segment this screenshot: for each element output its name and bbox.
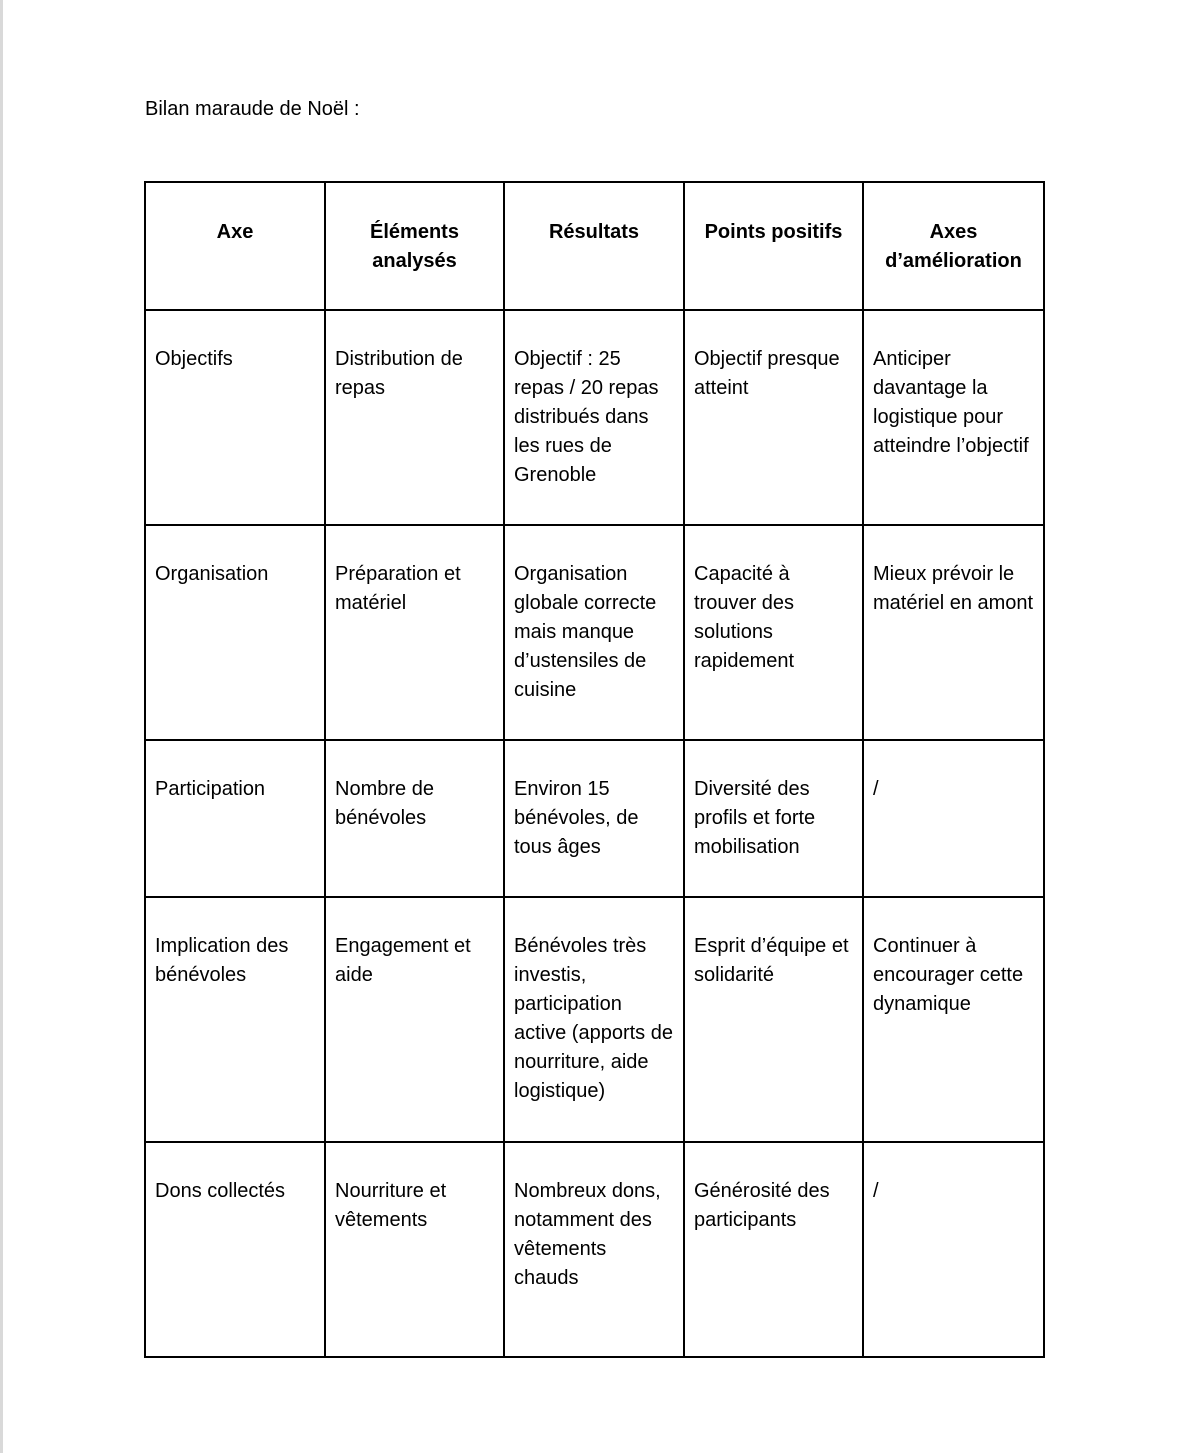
table-header-row: [145, 182, 1044, 310]
cell-elements: Nourriture et vêtements: [325, 1142, 504, 1357]
cell-elements: Préparation et matériel: [325, 525, 504, 740]
cell-points-positifs: Diversité des profils et forte mobilisation: [684, 740, 863, 897]
cell-axes-amelioration: /: [863, 740, 1044, 897]
cell-resultats: Bénévoles très investis, participation active (apports de nourriture, aide logistique): [504, 897, 684, 1142]
cell-points-positifs: Esprit d’équipe et solidarité: [684, 897, 863, 1142]
page-left-edge: [0, 0, 3, 1453]
header-resultats: Résultats: [504, 182, 684, 310]
cell-points-positifs: Capacité à trouver des solutions rapidement: [684, 525, 863, 740]
cell-resultats: Nombreux dons, notamment des vêtements chauds: [504, 1142, 684, 1357]
document-title: Bilan maraude de Noël :: [145, 98, 360, 120]
cell-points-positifs: Objectif presque atteint: [684, 310, 863, 525]
cell-axe: Dons collectés: [145, 1142, 325, 1357]
cell-elements: Engagement et aide: [325, 897, 504, 1142]
cell-axe: Organisation: [145, 525, 325, 740]
cell-axes-amelioration: Mieux prévoir le matériel en amont: [863, 525, 1044, 740]
header-points-positifs: Points positifs: [684, 182, 863, 310]
cell-points-positifs: Générosité des participants: [684, 1142, 863, 1357]
bilan-table: [144, 181, 1045, 1358]
table-row: [145, 525, 1044, 740]
cell-axe: Objectifs: [145, 310, 325, 525]
cell-resultats: Objectif : 25 repas / 20 repas distribués dans les rues de Grenoble: [504, 310, 684, 525]
header-axe: Axe: [145, 182, 325, 310]
table-row: [145, 897, 1044, 1142]
table-row: [145, 1142, 1044, 1357]
cell-resultats: Environ 15 bénévoles, de tous âges: [504, 740, 684, 897]
header-elements-analyses: Éléments analysés: [325, 182, 504, 310]
cell-elements: Nombre de bénévoles: [325, 740, 504, 897]
cell-axes-amelioration: /: [863, 1142, 1044, 1357]
cell-axe: Participation: [145, 740, 325, 897]
cell-resultats: Organisation globale correcte mais manque d’ustensiles de cuisine: [504, 525, 684, 740]
cell-axes-amelioration: Anticiper davantage la logistique pour atteindre l’objectif: [863, 310, 1044, 525]
cell-axes-amelioration: Continuer à encourager cette dynamique: [863, 897, 1044, 1142]
table-row: [145, 310, 1044, 525]
table-row: [145, 740, 1044, 897]
cell-axe: Implication des bénévoles: [145, 897, 325, 1142]
header-axes-amelioration: Axes d’amélioration: [863, 182, 1044, 310]
cell-elements: Distribution de repas: [325, 310, 504, 525]
